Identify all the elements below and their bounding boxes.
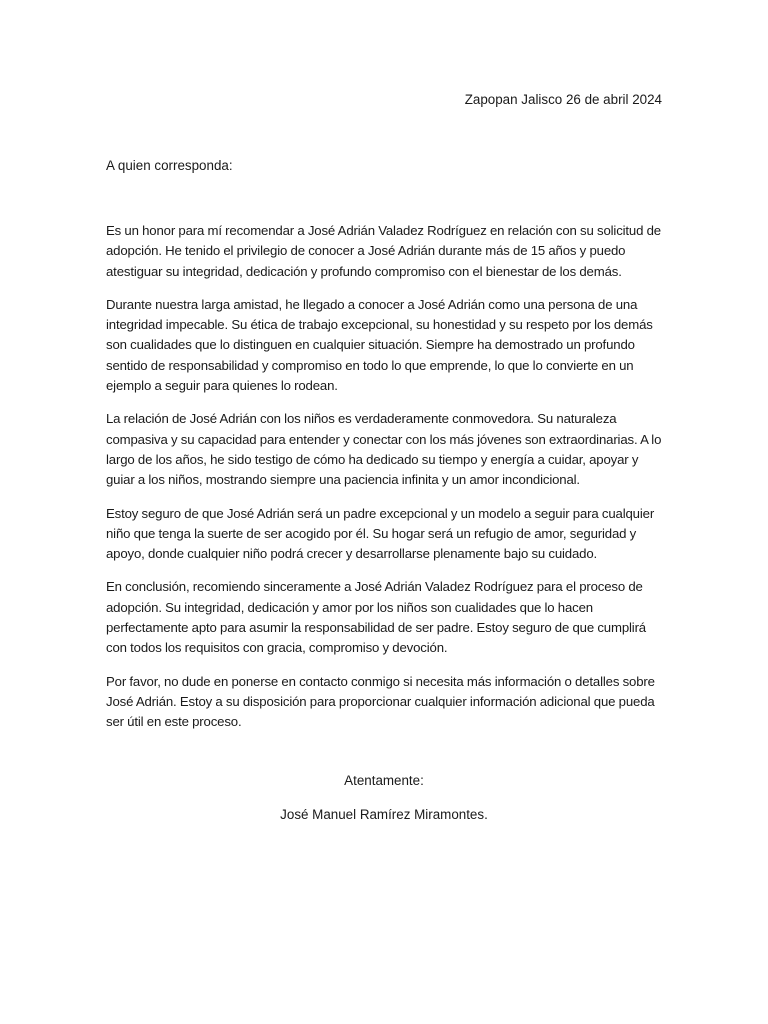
paragraph-contact: Por favor, no dude en ponerse en contacto conmigo si necesita más información o detalles sobre José Adrián. Estoy a su disposición para proporcionar cualquier información adicional que pueda ser útil en este proceso.	[106, 673, 655, 730]
paragraph-children: La relación de José Adrián con los niños es verdaderamente conmovedora. Su naturaleza compasiva y su capacidad para entender y conectar con los más jóvenes son extraordinarias. A lo largo de los años, he sido testigo de cómo ha dedicado su tiempo y energía a cuidar, apoyar y guiar a los niños, mostrando siempre una paciencia infinita y un amor incondicional.	[106, 411, 662, 488]
signature-name: José Manuel Ramírez Miramontes.	[280, 807, 488, 822]
paragraph-parenting: Estoy seguro de que José Adrián será un padre excepcional y un modelo a seguir para cualquier niño que tenga la suerte de ser acogido por él. Su hogar será un refugio de amor, seguridad y apoyo, donde cualquier niño podrá crecer y desarrollarse plenamente bajo su cuidado.	[106, 505, 655, 562]
closing: Atentamente:	[344, 773, 424, 788]
letter-body	[106, 221, 662, 746]
place-date: Zapopan Jalisco 26 de abril 2024	[464, 92, 662, 107]
paragraph-character: Durante nuestra larga amistad, he llegado a conocer a José Adrián como una persona de una integridad impecable. Su ética de trabajo excepcional, su honestidad y su respeto por los demás son cualidades que lo distinguen en cualquier situación. Siempre ha demostrado un profundo sentido de responsabilidad y compromiso en todo lo que emprende, lo que lo convierte en un ejemplo a seguir para quienes lo rodean.	[106, 296, 653, 394]
salutation: A quien corresponda:	[106, 158, 233, 173]
paragraph-conclusion: En conclusión, recomiendo sinceramente a José Adrián Valadez Rodríguez para el proceso de adopción. Su integridad, dedicación y amor por los niños son cualidades que lo hacen perfectamente apto para asumir la responsabilidad de ser padre. Estoy seguro de que cumplirá con todos los requisitos con gracia, compromiso y devoción.	[106, 579, 646, 656]
paragraph-introduction: Es un honor para mí recomendar a José Adrián Valadez Rodríguez en relación con su solicitud de adopción. He tenido el privilegio de conocer a José Adrián durante más de 15 años y puedo atestiguar su integridad, dedicación y profundo compromiso con el bienestar de los demás.	[106, 223, 661, 279]
